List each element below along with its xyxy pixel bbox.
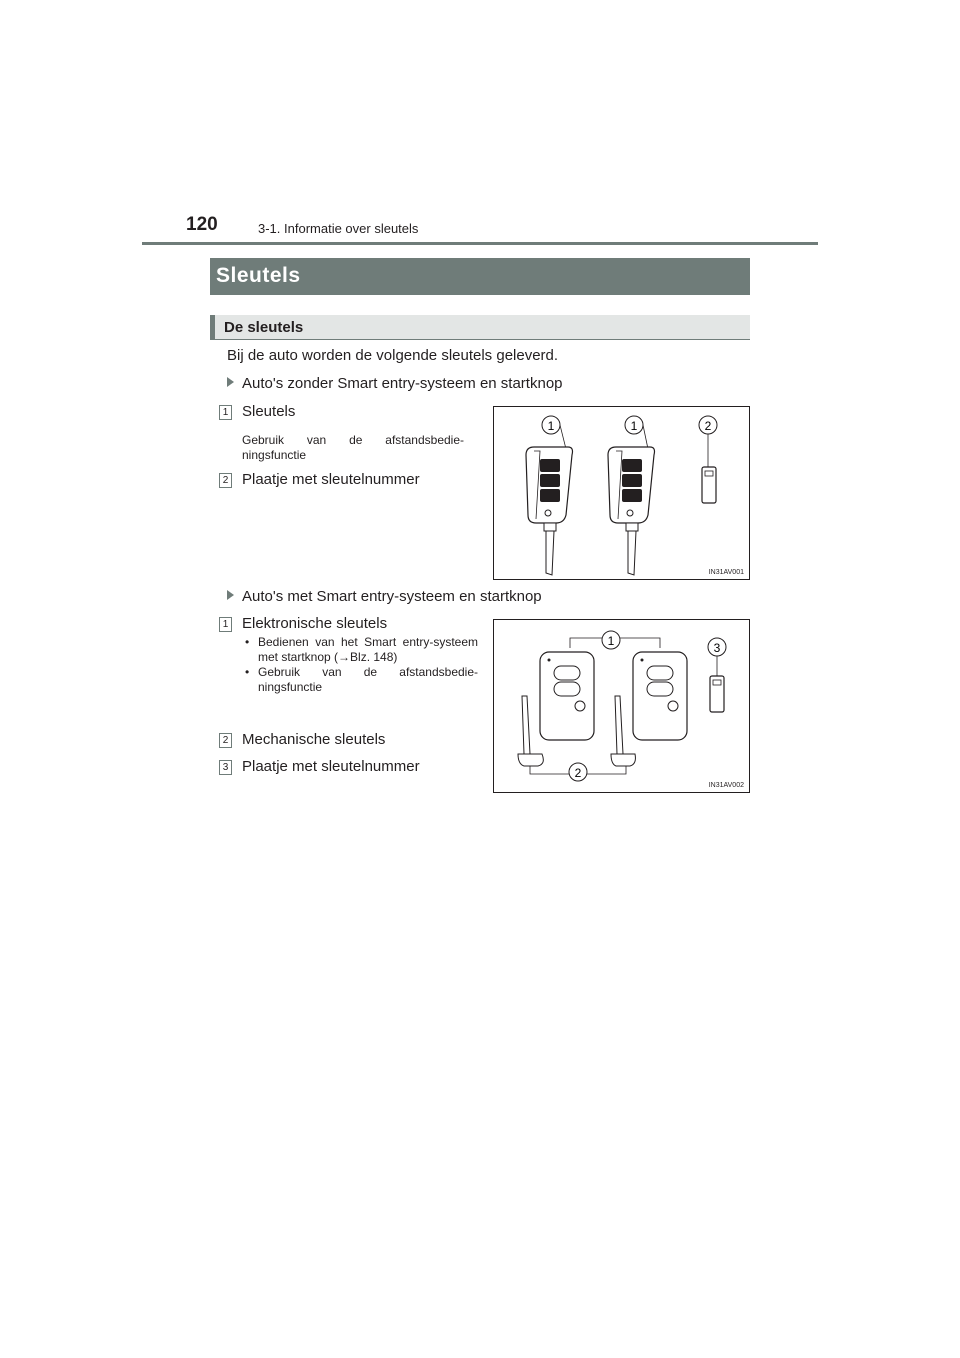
item-number-badge: 1 — [219, 405, 232, 420]
figure-code: IN31AV002 — [708, 782, 744, 789]
keys-illustration — [494, 407, 749, 579]
item-label-key-number-plate: Plaatje met sleutelnummer — [242, 471, 420, 488]
remote-key-icon — [526, 447, 573, 575]
triangle-bullet-icon — [227, 377, 234, 387]
page-number: 120 — [186, 214, 218, 235]
key-number-plate-icon — [710, 676, 724, 712]
condition-with-smart-entry: Auto's met Smart entry-systeem en startknop — [227, 588, 542, 605]
callout-label: 2 — [704, 419, 712, 433]
item-label-key-number-plate: Plaatje met sleutelnummer — [242, 758, 420, 775]
item-number-badge: 1 — [219, 617, 232, 632]
item-label-keys: Sleutels — [242, 403, 296, 420]
smart-key-icon — [633, 652, 687, 740]
callout-label: 1 — [547, 419, 555, 433]
figure-code: IN31AV001 — [708, 569, 744, 576]
smart-keys-illustration — [494, 620, 749, 792]
item-desc-remote: Gebruik van de afstandsbedie-ningsfunctie — [242, 433, 464, 462]
figure-keys-without-smart-entry — [493, 406, 750, 580]
item-label-mechanical-keys: Mechanische sleutels — [242, 731, 386, 748]
item-number-badge: 2 — [219, 733, 232, 748]
header-rule — [142, 242, 818, 245]
subsection-title: De sleutels — [210, 315, 750, 340]
condition-without-smart-entry: Auto's zonder Smart entry-systeem en startknop — [227, 375, 563, 392]
item-number-badge: 3 — [219, 760, 232, 775]
smart-key-icon — [540, 652, 594, 740]
callout-label: 1 — [630, 419, 638, 433]
bullet-remote: • Gebruik van de afstandsbedie-ningsfunctie — [242, 665, 478, 695]
remote-key-icon — [608, 447, 655, 575]
callout-label: 1 — [607, 634, 615, 648]
callout-label: 2 — [574, 766, 582, 780]
bullet-smart-entry: • Bedienen van het Smart entry-systeem met startknop (→Blz. 148) — [242, 635, 478, 665]
figure-keys-with-smart-entry — [493, 619, 750, 793]
item-number-badge: 2 — [219, 473, 232, 488]
breadcrumb: 3-1. Informatie over sleutels — [258, 221, 419, 236]
electronic-keys-bullets — [242, 635, 478, 695]
callout-label: 3 — [713, 641, 721, 655]
triangle-bullet-icon — [227, 590, 234, 600]
key-number-plate-icon — [702, 467, 716, 503]
mechanical-key-icon — [611, 696, 635, 766]
item-label-electronic-keys: Elektronische sleutels — [242, 615, 388, 632]
intro-text: Bij de auto worden de volgende sleutels geleverd. — [227, 347, 559, 364]
section-title: Sleutels — [210, 258, 750, 295]
